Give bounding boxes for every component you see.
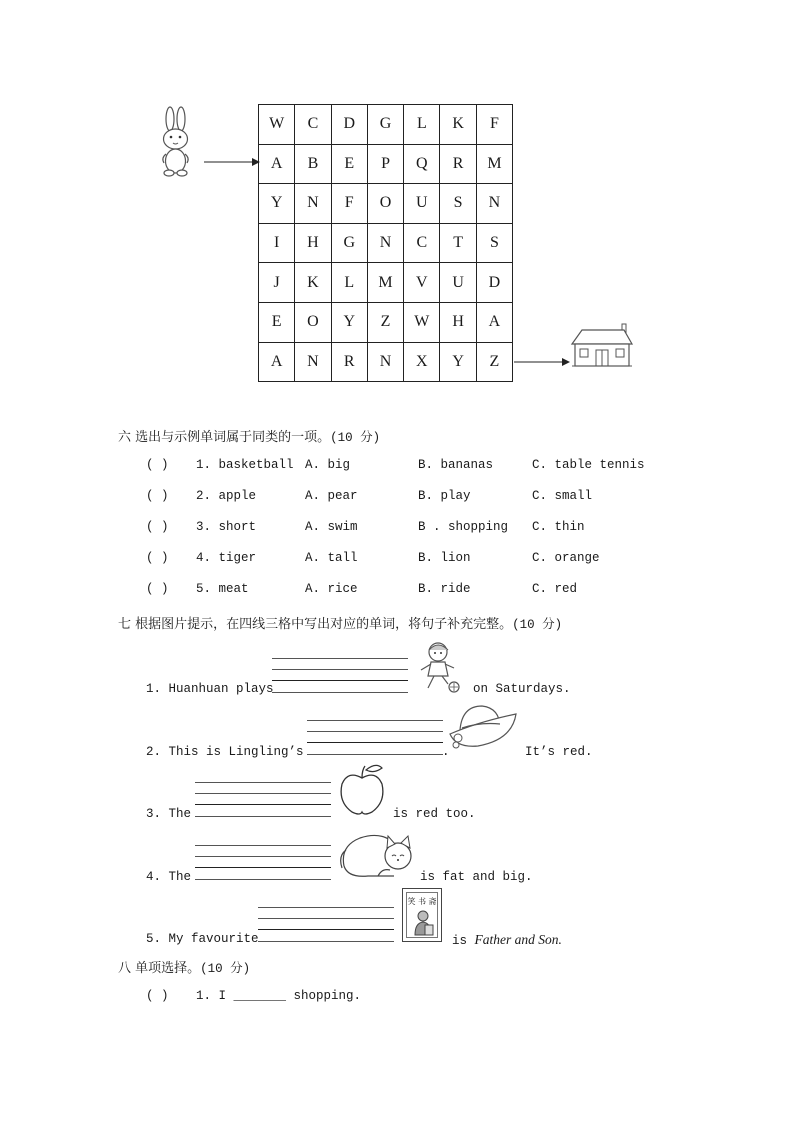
- grid-cell: A: [259, 144, 295, 184]
- grid-cell: N: [295, 342, 331, 382]
- s7-item4-after: is fat and big.: [420, 870, 533, 884]
- grid-row: [259, 144, 513, 184]
- section7-heading: [118, 613, 562, 632]
- grid-cell: G: [331, 223, 367, 263]
- s6-item2-option-b: B. play: [418, 489, 471, 503]
- s7-item1-writing-lines[interactable]: [272, 658, 408, 694]
- section8-title: 单项选择。: [135, 961, 201, 976]
- s6-item5-paren[interactable]: ( ): [146, 582, 169, 596]
- grid-cell: Y: [331, 302, 367, 342]
- grid-row: [259, 302, 513, 342]
- grid-cell: Z: [367, 302, 403, 342]
- s6-item2-option-a: A. pear: [305, 489, 358, 503]
- hat-icon: [448, 700, 518, 756]
- s7-item3-writing-lines[interactable]: [195, 782, 331, 818]
- grid-cell: R: [331, 342, 367, 382]
- grid-cell: V: [404, 263, 440, 303]
- grid-cell: K: [440, 105, 476, 145]
- s7-item1-before: 1. Huanhuan plays: [146, 682, 274, 696]
- grid-cell: R: [440, 144, 476, 184]
- arrow-start: [204, 156, 260, 168]
- grid-cell: N: [367, 223, 403, 263]
- section7-score: (10 分): [512, 618, 563, 632]
- grid-cell: P: [367, 144, 403, 184]
- s7-item2-before: 2. This is Lingling’s: [146, 745, 304, 759]
- grid-cell: F: [476, 105, 512, 145]
- grid-cell: H: [295, 223, 331, 263]
- grid-cell: L: [404, 105, 440, 145]
- rabbit-icon: [155, 106, 197, 178]
- grid-cell: H: [440, 302, 476, 342]
- section8-score: (10 分): [200, 962, 251, 976]
- grid-cell: A: [476, 302, 512, 342]
- s6-item4-paren[interactable]: ( ): [146, 551, 169, 565]
- section8-heading: [118, 957, 250, 976]
- s6-item1-option-a: A. big: [305, 458, 351, 472]
- s6-item3-option-c: C. thin: [532, 520, 585, 534]
- grid-cell: B: [295, 144, 331, 184]
- grid-cell: Y: [259, 184, 295, 224]
- s6-item3-question: 3. short: [196, 520, 257, 534]
- letter-maze-grid: [258, 104, 513, 382]
- grid-cell: U: [404, 184, 440, 224]
- section6-number: 六: [118, 430, 132, 445]
- grid-cell: I: [259, 223, 295, 263]
- s6-item2-option-c: C. small: [532, 489, 593, 503]
- s6-item4-question: 4. tiger: [196, 551, 257, 565]
- s8-item1-question: 1. I _______ shopping.: [196, 989, 362, 1003]
- grid-cell: A: [259, 342, 295, 382]
- s6-item5-option-a: A. rice: [305, 582, 358, 596]
- grid-cell: W: [404, 302, 440, 342]
- apple-icon: [338, 762, 386, 818]
- section6-title: 选出与示例单词属于同类的一项。: [135, 430, 331, 445]
- grid-cell: E: [331, 144, 367, 184]
- grid-cell: C: [295, 105, 331, 145]
- s6-item3-paren[interactable]: ( ): [146, 520, 169, 534]
- grid-cell: M: [367, 263, 403, 303]
- grid-cell: Q: [404, 144, 440, 184]
- grid-cell: J: [259, 263, 295, 303]
- s8-item1-paren[interactable]: ( ): [146, 989, 169, 1003]
- arrow-end: [514, 356, 570, 368]
- cat-icon: [338, 826, 414, 882]
- book-cover-title: 笑 书 斋: [407, 897, 437, 906]
- grid-row: [259, 263, 513, 303]
- section7-title: 根据图片提示，在四线三格中写出对应的单词，将句子补充完整。: [135, 617, 513, 632]
- grid-cell: D: [476, 263, 512, 303]
- grid-cell: T: [440, 223, 476, 263]
- grid-row: [259, 105, 513, 145]
- s7-item1-after: on Saturdays.: [473, 682, 571, 696]
- grid-cell: N: [295, 184, 331, 224]
- grid-row: [259, 184, 513, 224]
- grid-cell: K: [295, 263, 331, 303]
- s6-item2-paren[interactable]: ( ): [146, 489, 169, 503]
- house-icon: [570, 322, 634, 368]
- s6-item4-option-c: C. orange: [532, 551, 600, 565]
- grid-cell: C: [404, 223, 440, 263]
- grid-cell: M: [476, 144, 512, 184]
- s6-item1-question: 1. basketball: [196, 458, 294, 472]
- grid-cell: O: [367, 184, 403, 224]
- s7-item4-before: 4. The: [146, 870, 192, 884]
- grid-row: [259, 223, 513, 263]
- s6-item4-option-b: B. lion: [418, 551, 471, 565]
- s6-item5-option-c: C. red: [532, 582, 578, 596]
- grid-cell: Y: [440, 342, 476, 382]
- s7-item2-after: It’s red.: [525, 745, 593, 759]
- s7-item5-before: 5. My favourite: [146, 932, 259, 946]
- s6-item3-option-a: A. swim: [305, 520, 358, 534]
- s6-item5-question: 5. meat: [196, 582, 249, 596]
- s6-item3-option-b: B . shopping: [418, 520, 509, 534]
- s7-item3-after: is red too.: [393, 807, 476, 821]
- book-cover-icon: [402, 888, 442, 942]
- s7-item2-writing-lines[interactable]: [307, 720, 443, 756]
- s6-item1-option-c: C. table tennis: [532, 458, 645, 472]
- section8-number: 八: [118, 961, 132, 976]
- s6-item4-option-a: A. tall: [305, 551, 358, 565]
- s7-item2-period: .: [442, 745, 450, 759]
- grid-cell: G: [367, 105, 403, 145]
- grid-cell: S: [476, 223, 512, 263]
- section6-score: (10 分): [330, 431, 381, 445]
- s7-item5-after-prefix: is: [452, 934, 468, 948]
- s7-item5-writing-lines[interactable]: [258, 907, 394, 943]
- s7-item4-writing-lines[interactable]: [195, 845, 331, 881]
- grid-cell: L: [331, 263, 367, 303]
- grid-cell: U: [440, 263, 476, 303]
- grid-cell: N: [367, 342, 403, 382]
- s6-item1-option-b: B. bananas: [418, 458, 494, 472]
- grid-cell: S: [440, 184, 476, 224]
- s7-item3-before: 3. The: [146, 807, 192, 821]
- grid-cell: W: [259, 105, 295, 145]
- grid-cell: O: [295, 302, 331, 342]
- section7-number: 七: [118, 617, 132, 632]
- grid-cell: E: [259, 302, 295, 342]
- s7-item5-after: [452, 932, 562, 948]
- s6-item5-option-b: B. ride: [418, 582, 471, 596]
- grid-cell: D: [331, 105, 367, 145]
- grid-cell: X: [404, 342, 440, 382]
- grid-cell: F: [331, 184, 367, 224]
- s6-item2-question: 2. apple: [196, 489, 257, 503]
- section6-heading: [118, 426, 380, 445]
- book-title: Father and Son.: [474, 932, 562, 947]
- grid-cell: N: [476, 184, 512, 224]
- grid-cell: Z: [476, 342, 512, 382]
- s6-item1-paren[interactable]: ( ): [146, 458, 169, 472]
- girl-playing-ball-icon: [414, 640, 464, 694]
- grid-row: [259, 342, 513, 382]
